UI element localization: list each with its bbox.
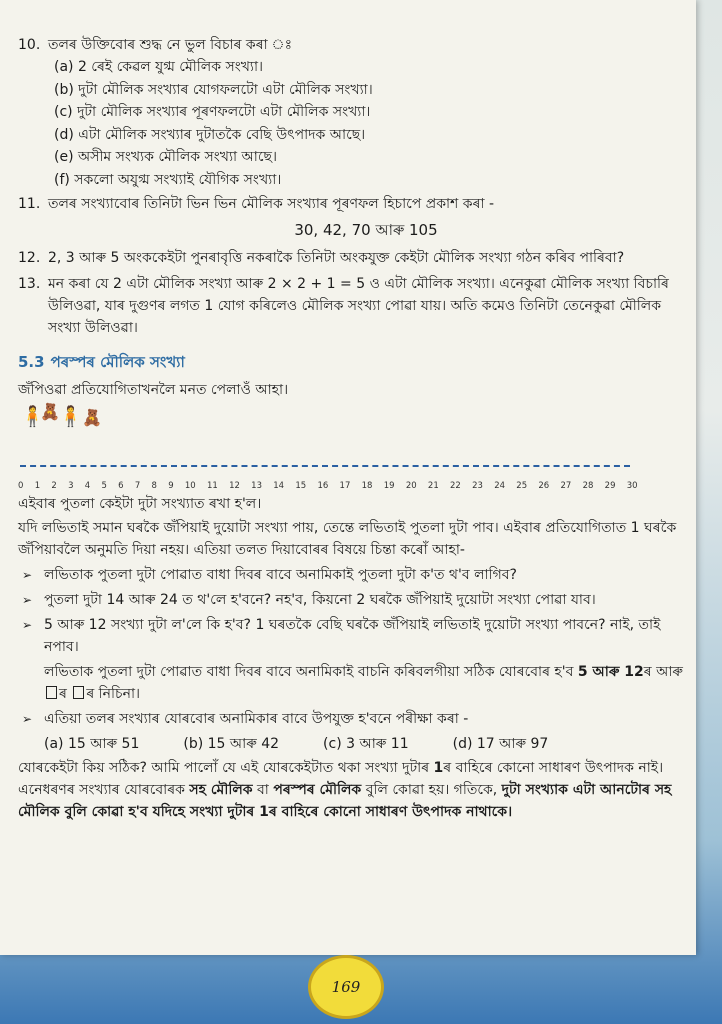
question-13	[18, 273, 684, 339]
pair-a: (a) 15 আৰু 51	[44, 736, 140, 752]
text-run: যোৰকেইটা কিয় সঠিক? আমি পালোঁ যে এই যোৰকেইটাত থকা সংখ্যা দুটাৰ	[18, 760, 430, 776]
number-line-label: 1	[34, 481, 41, 491]
number-line-label: 7	[134, 481, 141, 491]
number-line-label: 14	[273, 481, 285, 491]
arrow-bullet-icon: ➢	[22, 618, 33, 632]
number-line-label: 2	[51, 481, 57, 491]
number-line-label: 11	[206, 481, 218, 491]
blank-box-icon	[46, 686, 57, 699]
number-line-label: 17	[339, 481, 351, 491]
number-line-label: 9	[168, 481, 174, 491]
teddy-bear-icon: 🧸	[40, 402, 60, 421]
text-run: বা	[257, 782, 269, 798]
statement-b: (b) দুটা মৌলিক সংখ্যাৰ যোগফলটো এটা মৌলিক সংখ্যা।	[54, 81, 373, 98]
paragraph: এইবাৰ পুতলা কেইটা দুটা সংখ্যাত ৰখা হ'ল।	[18, 496, 262, 512]
number-line-label: 13	[251, 481, 262, 491]
question-number: 13.	[18, 276, 41, 292]
girl-figure-icon: 🧍	[20, 404, 45, 428]
page-content	[18, 34, 684, 825]
number-line-label: 16	[317, 481, 329, 491]
term-coprime: সহ মৌলিক	[189, 782, 253, 798]
question-10	[18, 34, 684, 191]
number-line-label: 25	[516, 481, 528, 491]
number-line-label: 24	[494, 481, 506, 491]
statement-list	[48, 56, 684, 191]
text-run: ৰ আৰু	[643, 664, 683, 680]
number-line-label: 8	[151, 481, 157, 491]
number-line-label: 27	[560, 481, 572, 491]
number-line-label: 30	[626, 481, 638, 491]
number-line-label: 10	[184, 481, 196, 491]
section-title: পৰস্পৰ মৌলিক সংখ্যা	[50, 353, 185, 371]
question-text: 2, 3 আৰু 5 অংককেইটা পুনৰাবৃত্তি নকৰাকৈ তিনিটা অংকযুক্ত কেইটা মৌলিক সংখ্যা গঠন কৰিব পাৰিবা?	[48, 250, 625, 266]
number-line-label: 19	[383, 481, 395, 491]
section-number: 5.3	[18, 353, 45, 371]
number-line-label: 26	[538, 481, 550, 491]
number-line-labels	[18, 475, 638, 497]
number-line-label: 20	[405, 481, 417, 491]
number-line-label: 5	[101, 481, 107, 491]
pair-d: (d) 17 আৰু 97	[452, 736, 549, 752]
number-line-label: 12	[229, 481, 240, 491]
text-run: ৰ বাহিৰে কোনো সাধাৰণ উৎপাদক নাই। এনেধৰণৰ সংখ্যাৰ যোৰবোৰক	[18, 760, 664, 798]
number-line-label: 18	[361, 481, 373, 491]
number-line-label: 4	[84, 481, 91, 491]
intro-text: জঁপিওৱা প্ৰতিযোগিতাখনলৈ মনত পেলাওঁ আহা।	[18, 382, 289, 398]
number-line-axis	[20, 465, 630, 467]
bullet-text: এতিয়া তলৰ সংখ্যাৰ যোৰবোৰ অনামিকাৰ বাবে উপযুক্ত হ'বনে পৰীক্ষা কৰা -	[44, 711, 469, 727]
bullet-text: পুতলা দুটা 14 আৰু 24 ত থ'লে হ'বনে? নহ'ব, কিয়নো 2 ঘৰকৈ জঁপিয়াই দুয়োটা সংখ্যা পোৱা যাব।	[44, 592, 596, 608]
statement-d: (d) এটা মৌলিক সংখ্যাৰ দুটাতকৈ বেছি উৎপাদক আছে।	[54, 126, 366, 143]
bullet-item	[18, 589, 684, 611]
question-prompt: তলৰ সংখ্যাবোৰ তিনিটা ভিন ভিন মৌলিক সংখ্যাৰ পূৰণফল হিচাপে প্ৰকাশ কৰা -	[48, 196, 495, 212]
question-12	[18, 247, 684, 269]
pair-c: (c) 3 আৰু 11	[323, 736, 409, 752]
text-run: লভিতাক পুতলা দুটা পোৱাত বাধা দিবৰ বাবে অনামিকাই বাচনি কৰিবলগীয়া সঠিক যোৰবোৰ হ'ব	[44, 664, 574, 680]
number-line-label: 15	[295, 481, 307, 491]
statement-c: (c) দুটা মৌলিক সংখ্যাৰ পূৰণফলটো এটা মৌলিক সংখ্যা।	[54, 104, 371, 120]
text-run: বুলি কোৱা হয়। গতিকে,	[365, 782, 498, 798]
definition-bold: দুটা সংখ্যাক এটা আনটোৰ সহ মৌলিক বুলি কোৱা হ'ব যদিহে সংখ্যা দুটাৰ 1ৰ বাহিৰে কোনো সাধাৰণ উৎপাদক নাথাকে।	[18, 782, 672, 820]
pair-options	[44, 733, 684, 755]
arrow-bullet-icon: ➢	[22, 712, 33, 726]
teddy-bear-icon: 🧸	[82, 408, 102, 427]
paragraph: যদি লভিতাই সমান ঘৰকৈ জঁপিয়াই দুয়োটা সংখ্যা পায়, তেন্তে লভিতাই পুতলা দুটা পাব। এইবাৰ প্ৰতিযোগিতাত 1 ঘৰকৈ জঁপিয়াবলৈ অনুমতি দিয়া নহয়। এতিয়া তলত দিয়াবোৰৰ বিষয়ে চিন্তা কৰোঁ আহা-	[18, 520, 677, 558]
bullet-item	[18, 614, 684, 658]
illustration	[18, 402, 684, 449]
bullet-item	[18, 564, 684, 586]
number-line-label: 29	[604, 481, 616, 491]
text-run: ৰ নিচিনা।	[86, 686, 141, 702]
arrow-bullet-icon: ➢	[22, 593, 33, 607]
question-number: 11.	[18, 196, 41, 212]
definition-paragraph	[18, 757, 684, 823]
paragraph: লভিতাক পুতলা দুটা পোৱাত বাধা দিবৰ বাবে অনামিকাই বাচনি কৰিবলগীয়া সঠিক যোৰবোৰ হ'ব 5 আৰু 12ৰ আৰু ৰ ৰ নিচিনা।	[44, 664, 683, 702]
statement-a: (a) 2 ৰেই কেৱল যুগ্ম মৌলিক সংখ্যা।	[54, 59, 264, 75]
question-text: মন কৰা যে 2 এটা মৌলিক সংখ্যা আৰু 2 × 2 + 1 = 5 ও এটা মৌলিক সংখ্যা। এনেকুৱা মৌলিক সংখ্যা বিচাৰি উলিওৱা, যাৰ দুগুণৰ লগত 1 যোগ কৰিলেও মৌলিক সংখ্যা পোৱা যায়। অতি কমেও তিনিটা তেনেকুৱা মৌলিক সংখ্যা উলিওৱা।	[48, 276, 669, 336]
number-line-label: 23	[472, 481, 483, 491]
pair-b: (b) 15 আৰু 42	[183, 736, 280, 752]
number-line-label: 6	[118, 481, 124, 491]
term-mutually-prime: পৰস্পৰ মৌলিক	[273, 782, 362, 798]
text-run-bold: 5 আৰু 12	[577, 664, 644, 680]
number-set: 30, 42, 70 আৰু 105	[294, 221, 438, 239]
statement-e: (e) অসীম সংখ্যক মৌলিক সংখ্যা আছে।	[54, 149, 277, 165]
number-line-label: 21	[427, 481, 439, 491]
bullet-item	[18, 708, 684, 730]
text-run-bold: 1	[433, 760, 444, 776]
number-line-label: 3	[68, 481, 74, 491]
girl-figure-icon: 🧍	[58, 404, 83, 428]
blank-box-icon	[73, 686, 84, 699]
number-line	[18, 455, 684, 493]
statement-f: (f) সকলো অযুগ্ম সংখ্যাই যৌগিক সংখ্যা।	[54, 171, 282, 188]
number-line-label: 28	[582, 481, 594, 491]
question-number: 12.	[18, 250, 41, 266]
bullet-text: লভিতাক পুতলা দুটা পোৱাত বাধা দিবৰ বাবে অনামিকাই পুতলা দুটা ক'ত থ'ব লাগিব?	[44, 567, 517, 583]
page-number: 169	[308, 955, 384, 1019]
question-number: 10.	[18, 37, 41, 53]
section-heading	[18, 351, 684, 373]
bullet-text: 5 আৰু 12 সংখ্যা দুটা ল'লে কি হ'ব? 1 ঘৰতকৈ বেছি ঘৰকৈ জঁপিয়াই লভিতাই দুয়োটা সংখ্যা পাবনে? নাই, তাই নপাব।	[44, 617, 661, 655]
question-11	[18, 193, 684, 241]
number-line-label: 22	[450, 481, 461, 491]
number-line-label: 0	[18, 481, 24, 491]
arrow-bullet-icon: ➢	[22, 568, 33, 582]
question-prompt: তলৰ উক্তিবোৰ শুদ্ধ নে ভুল বিচাৰ কৰা ঃ	[48, 37, 293, 53]
